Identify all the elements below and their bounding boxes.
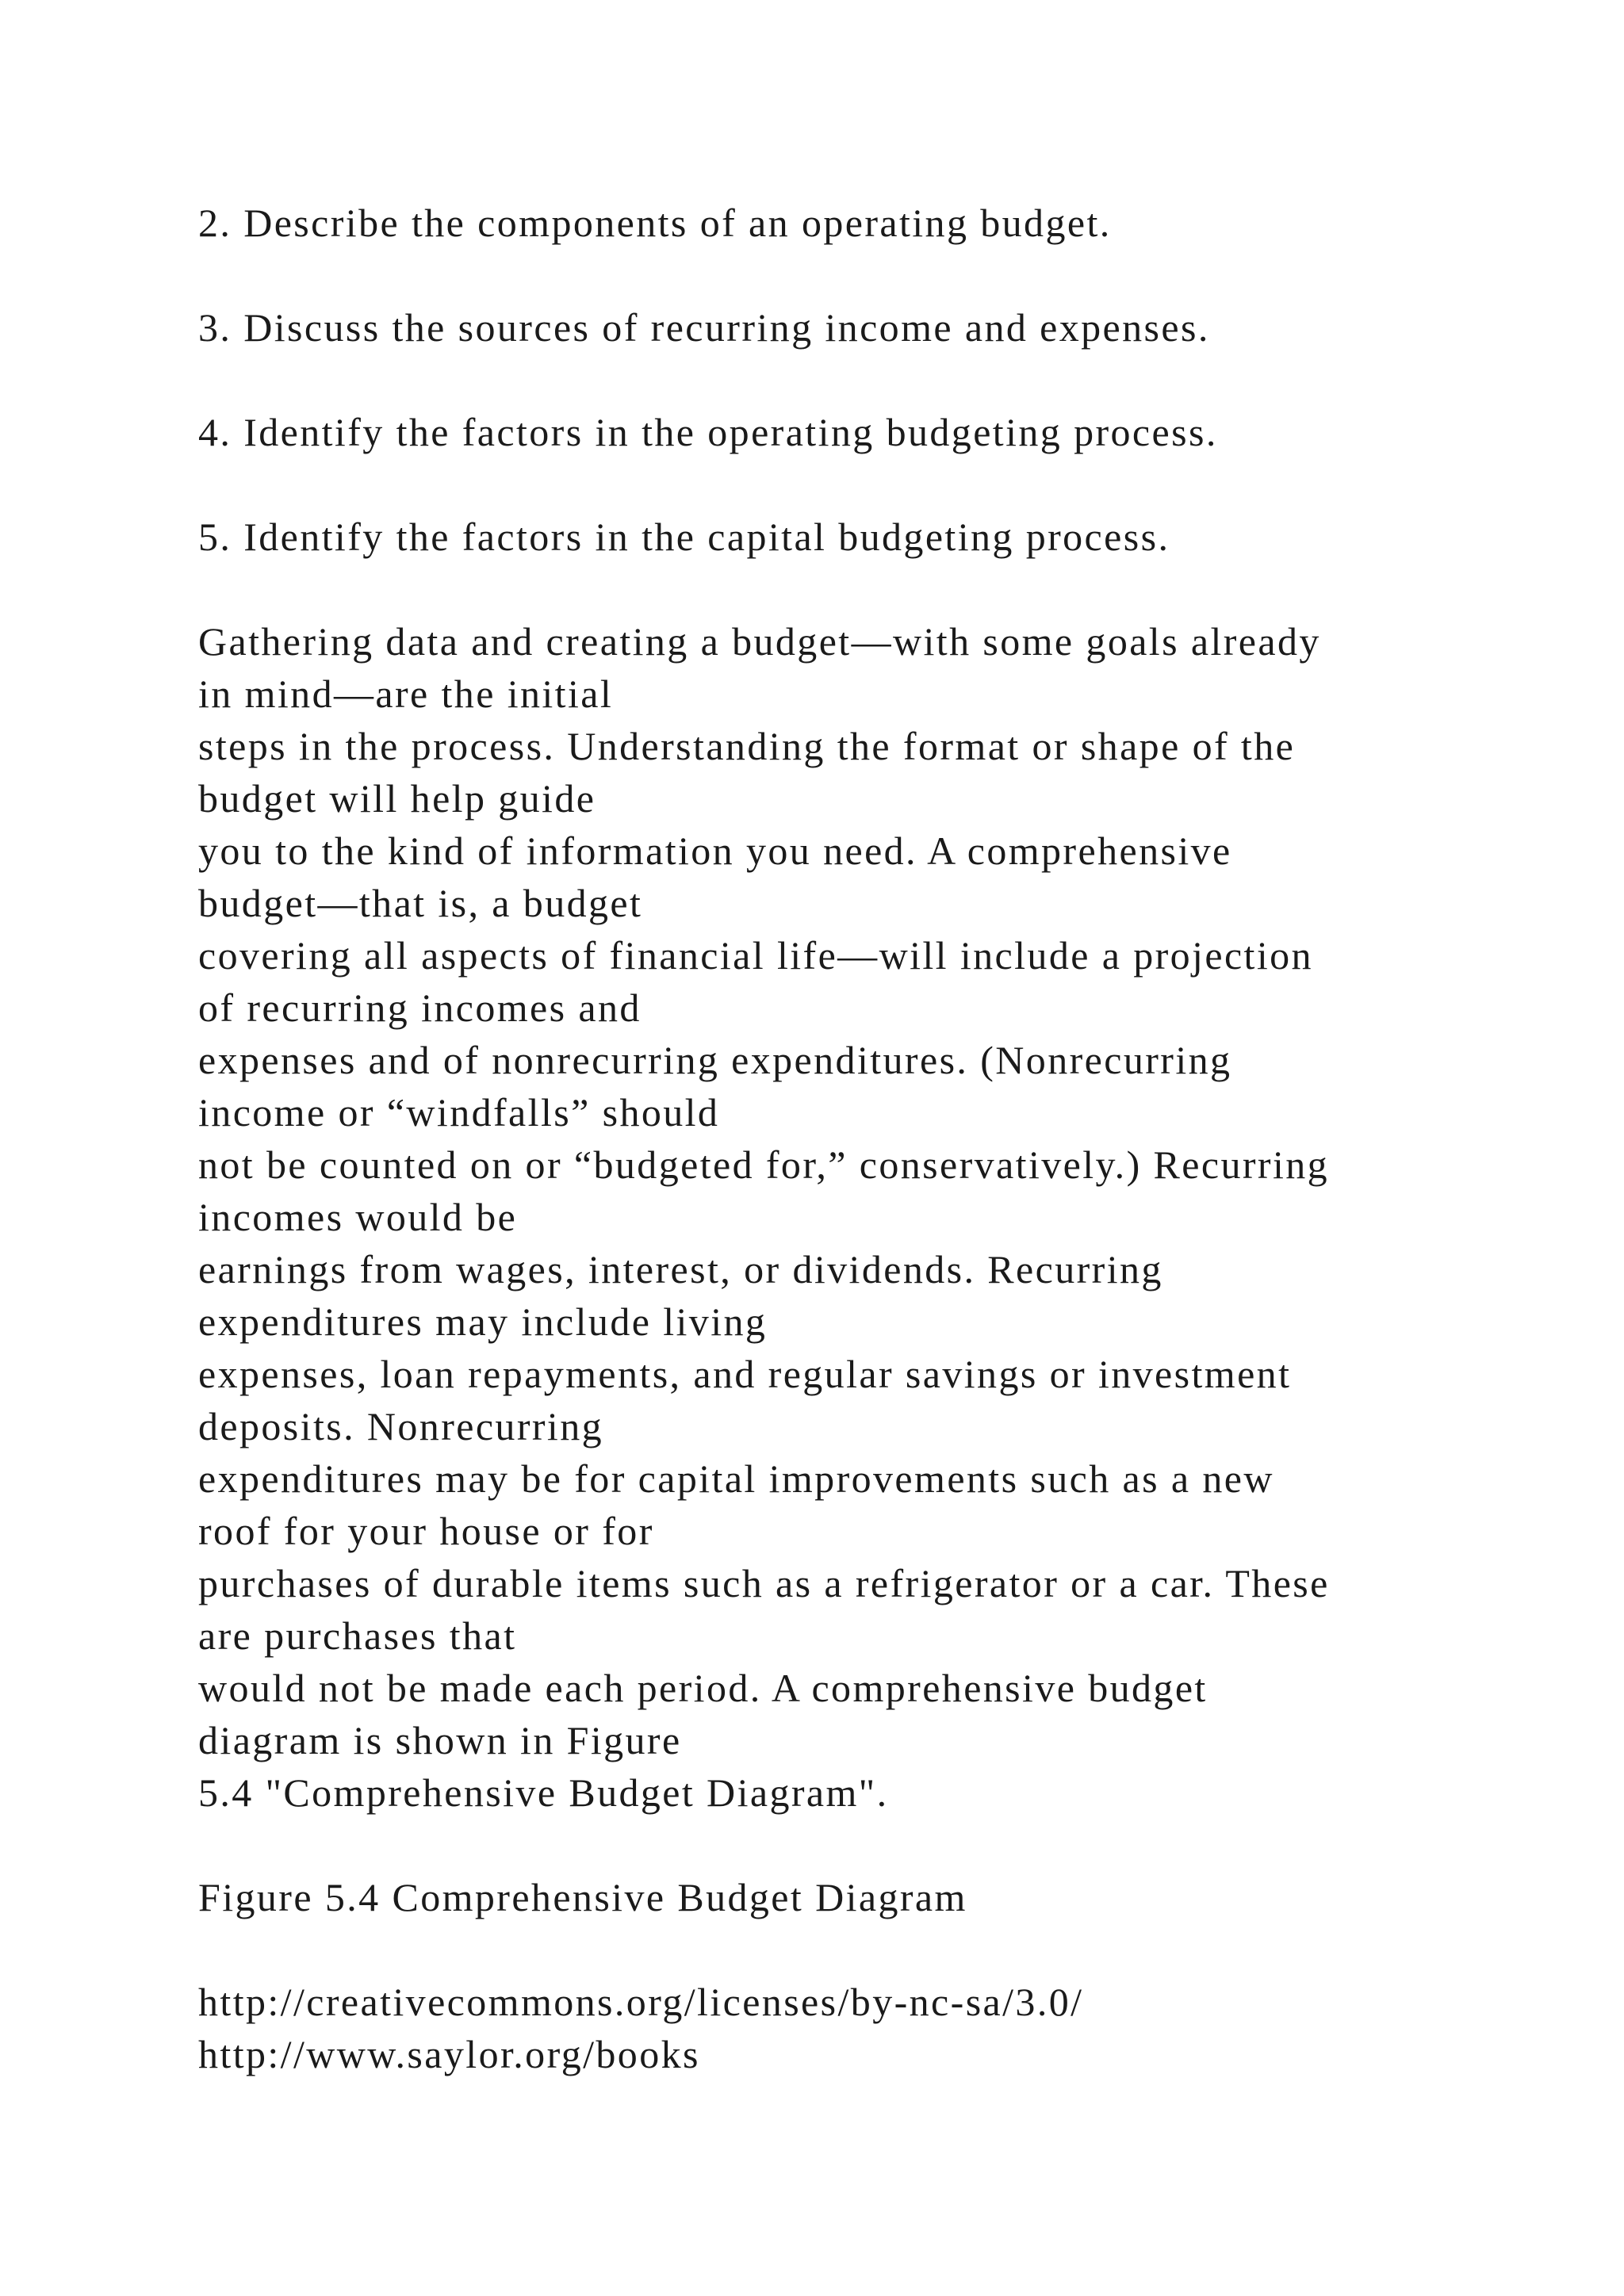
paragraph-line: would not be made each period. A comprehensive budget	[198, 1666, 1208, 1710]
paragraph-line: budget—that is, a budget	[198, 881, 643, 925]
paragraph-line: incomes would be	[198, 1195, 518, 1239]
spacer	[198, 563, 1507, 615]
paragraph-line: steps in the process. Understanding the format or shape of the	[198, 724, 1296, 768]
source-link[interactable]: http://www.saylor.org/books	[198, 2032, 700, 2076]
spacer	[198, 1923, 1507, 1976]
spacer	[198, 249, 1507, 301]
paragraph-line: expenses, loan repayments, and regular savings or investment	[198, 1352, 1292, 1396]
paragraph-line: in mind—are the initial	[198, 672, 614, 716]
paragraph-line: Gathering data and creating a budget—with some goals already	[198, 619, 1321, 664]
paragraph-line: earnings from wages, interest, or dividends. Recurring	[198, 1247, 1163, 1292]
objective-4: 4. Identify the factors in the operating budgeting process.	[198, 410, 1218, 454]
objective-2: 2. Describe the components of an operating budget.	[198, 201, 1112, 245]
paragraph-line: purchases of durable items such as a refrigerator or a car. These	[198, 1561, 1330, 1605]
paragraph-line: diagram is shown in Figure	[198, 1718, 682, 1762]
paragraph-line: of recurring incomes and	[198, 985, 642, 1030]
spacer	[198, 458, 1507, 511]
paragraph-line: you to the kind of information you need. A comprehensive	[198, 828, 1232, 873]
paragraph-line: roof for your house or for	[198, 1509, 654, 1553]
objective-5: 5. Identify the factors in the capital budgeting process.	[198, 515, 1170, 559]
document-text	[198, 197, 1507, 2080]
paragraph-line: budget will help guide	[198, 776, 596, 821]
paragraph-line: expenses and of nonrecurring expenditures. (Nonrecurring	[198, 1038, 1232, 1082]
objective-3: 3. Discuss the sources of recurring income and expenses.	[198, 305, 1210, 350]
paragraph-line: covering all aspects of financial life—will include a projection	[198, 933, 1313, 978]
body-paragraph	[198, 615, 1507, 1819]
paragraph-line: deposits. Nonrecurring	[198, 1404, 604, 1448]
paragraph-line: expenditures may include living	[198, 1299, 768, 1344]
license-link[interactable]: http://creativecommons.org/licenses/by-nc-sa/3.0/	[198, 1980, 1084, 2024]
paragraph-line: are purchases that	[198, 1613, 517, 1658]
paragraph-line: 5.4 "Comprehensive Budget Diagram".	[198, 1770, 889, 1815]
spacer	[198, 354, 1507, 406]
spacer	[198, 1819, 1507, 1871]
paragraph-line: income or “windfalls” should	[198, 1090, 720, 1135]
figure-caption: Figure 5.4 Comprehensive Budget Diagram	[198, 1875, 967, 1919]
paragraph-line: not be counted on or “budgeted for,” conservatively.) Recurring	[198, 1142, 1330, 1187]
paragraph-line: expenditures may be for capital improvements such as a new	[198, 1456, 1274, 1501]
